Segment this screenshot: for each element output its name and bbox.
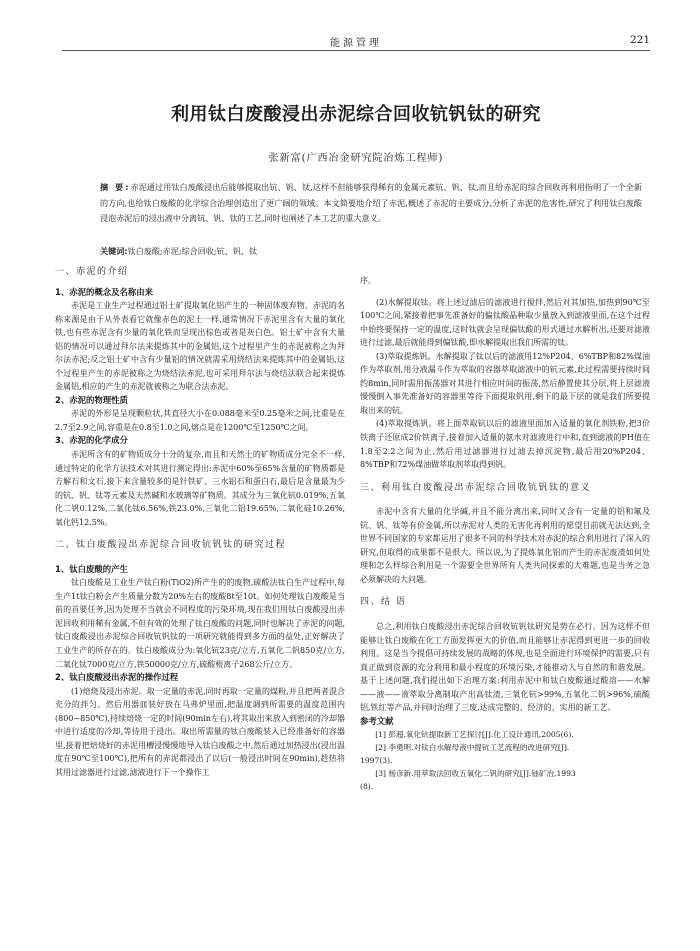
paragraph: 赤泥的外形是呈现颗粒状,其直径大小在0.088毫米至0.25毫米之间,比重是在2.7至2.9之间,容重是在0.8至1.0之间,熔点是在1200℃至1250℃之间。 [55,409,345,432]
keywords-text: 钛白废酸;赤泥;综合回收;钪、钒、钛 [127,246,258,256]
spacer [360,495,650,505]
spacer [360,472,650,482]
spacer [360,586,650,596]
paragraph: 赤泥所含有的矿物质成分十分的复杂,而且和天然土的矿物质成分完全不一样,通过特定的化学方法技术对其进行测定得出:赤泥中60%至65%含量的矿物质都是方解石和文石,接下来含量较多的是针铁矿、三水铝石和蛋白石,最后是含量最为少的钪、钒、钛等元素及天然碱和水玻璃等矿物质。其成分为三氧化钪0.019%,五氧化二钒0.12%,二氧化钛6.56%,铁23.0%,三氧化二铝19.65%,二氧化硅10.26%,氧化钙12.5%。 [55,449,345,527]
spacer [360,610,650,620]
subheading: 1、赤泥的概念及名称由来 [55,286,153,297]
paragraph: 赤泥是工业生产过程通过铝土矿提取氧化铝产生的一种固体废弃物。赤泥的名称来源是由于从外表看它就像赤色的泥土一样,通常情况下赤泥里含有大量的氧化铁,也有些赤泥含有少量的氧化铁而呈现出棕色或者是灰白色。铝土矿中含有大量铝的情况可以通过拜尔法来提炼其中的金属铝,这个过程里产生的赤泥被称之为拜尔法赤泥;反之铝土矿中含有少量铝的情况就需采用烧结法来提炼其中的金属铝,这个过程里产生的赤泥被称之为烧结法赤泥,也可采用拜尔法与烧结法联合起来提炼金属铝,相应的产生的赤泥就被称之为联合法赤泥。 [55,301,345,392]
section-heading: 二、钛白废酸浸出赤泥综合回收钪钒钛的研究过程 [55,540,287,551]
right-column [360,266,650,793]
paragraph: (1)焙烧及浸出赤泥。取一定量的赤泥,同时再取一定量的煤粉,并且把两者混合充分的拌匀。然后用器皿装好放在马弗炉里面,把温度调到所需要的温度范围内(800~850℃),持续焙烧一定的时间(90min左右),将其取出来放入到密闭的冷却器中进行适度的冷却,等待用于浸出。取出所需量的钛白废酸装入已经准备好的容器里,接着把焙烧好的赤泥用槽浸慢慢地导入钛白废酸之中,然后通过加热浸出(浸出温度在90℃至100℃),把所有的赤泥都浸出了以后(一般浸出时间在90min),趁热将其用过滤器进行过滤,滤液进行下一个操作工 [55,686,345,777]
paragraph: (2)水解提取钛。将上述过滤后的滤液进行搅拌,然后对其加热,加热到90℃至100℃之间,紧接着把事先准备好的偏钛酸晶种取少量放入到滤液里面,在这个过程中始终要保持一定的温度,这时钛就会呈现偏钛酸的形式通过水解析出,还要对滤液进行过滤,最后就能得到偏钛酸,即水解提取出我们所需的钛。 [360,297,650,348]
section-heading: 三、利用钛白废酸浸出赤泥综合回收钪钒钛的意义 [360,482,592,493]
paragraph: 钛白废酸是工业生产钛白粉(TiO2)所产生的的废物,硫酸法钛白生产过程中,每生产1t钛白粉会产生质量分数为20%左右的废酸8t至10t。如何处理钛白废酸是当前的首要任务,因为处理不当就会不同程度的污染环境,现在我们用钛白废酸浸出赤泥回收利用稀有金属,不但有效的处理了钛白废酸的问题,同时也解决了赤泥的问题,钛白废酸浸出赤泥综合回收钪钒钛的一项研究就能得到多方面的益处,正好解决了工业生产的所存在的。钛白废酸成分为:氧化钪23克/立方,五氧化二钒850克/立方,二氧化钛7000克/立方,铁50000克/立方,硫酸根离子268公斤/立方。 [55,578,345,669]
journal-name: 能源管理 [330,38,382,49]
paragraph: (4)萃取提炼钒。将上面萃取钪以后的滤液里面加入适量的氧化剂铁粉,把3价铁离子还原成2价铁离子,接着加入适量的氨水对滤液进行中和,直到滤液的PH值在1.8至2.2之间为止,然后用过滤器进行过滤去掉沉淀物,最后用20%P204、8%TBP和72%煤油做萃取剂萃取得到钒。 [360,419,650,470]
keywords [100,244,642,258]
section-heading: 四、结 语 [360,597,407,608]
subheading: 1、钛白废酸的产生 [55,563,128,574]
paragraph: (3)萃取提炼钒。水解提取了钛以后的滤液用12%P204、6%TBP和82%煤油作为萃取剂,用分液漏斗作为萃取的容器萃取滤液中的钪元素,此过程需要持续时间约8min,同时需用振荡器对其进行相应时间的振荡,然后静置使其分层,将上层滤液慢慢倒入事先准备好的容器里等待下面提取钒用,剩下的最下层的就是我们所要提取出来的钪。 [360,351,650,415]
page-number: 221 [629,34,650,46]
paper-title: 利用钛白废酸浸出赤泥综合回收钪钒钛的研究 [171,104,541,125]
paragraph: 序。 [360,276,376,285]
abstract [100,180,642,227]
subheading: 3、赤泥的化学成分 [55,435,128,446]
author-line: 张新富(广西冶金研究院冶炼工程师) [268,153,444,164]
subheading: 2、钛白废酸浸出赤泥的操作过程 [55,672,179,683]
paragraph: 总之,利用钛白废酸浸出赤泥综合回收钪钒钛研究是势在必行。因为这样不但能够让钛白废酸在化工方面发挥更大的价值,而且能够让赤泥得到更进一步的回收利用。这是当今提倡可持续发展的战略的体现,也是全面进行环境保护的需要,只有真正做到资源的充分利用和最小程度的环境污染,才能推动人与自然的和谐发展。基于上述问题,我们提出如下治理方案:利用赤泥中和钛白废酸通过酸溶——水解——液——液萃取分离制取产出高钛渣,三氧化钪>99%,五氧化二钒>96%,硫酸铝,铁红等产品,并同时治理了三废,达成完整的、经济的、实用的新工艺。 [360,622,650,713]
left-column [55,266,345,779]
reference-continuation: 1997(3). [360,756,393,766]
running-header [62,30,650,51]
keywords-label: 关键词: [100,246,128,256]
spacer [55,553,345,563]
reference-item: [3] 杨彦新.用萃取法回收五氧化二钒的研究[J].铀矿冶,1993 [375,769,576,779]
paragraph: 赤泥中含有大量的化学碱,并且不能分离出来,同时又含有一定量的铝和氟及钪、钒、钛等有价金属,所以赤泥对人类的无害化再利用的愿望目前就无法达到,全世界不同国家的专家都运用了很多不同的科学技术对赤泥的综合利用进行了深入的研究,但取得的成果都不是很大。所以说,为了提炼氧化铝而产生的赤泥废渣如何处理和怎么样综合利用是一个需要全世界所有人类共同探索的大难题,也是当务之急必须解决的大问题。 [360,507,650,584]
reference-item: [1] 彭超.氧化钪提取新工艺探讨[J].化工设计通讯,2005(6). [375,730,574,740]
reference-item: [2] 李勇明.对钛白水解母液中提钪工艺流程的改进研究[J]. [375,743,570,753]
subheading: 2、赤泥的物理性质 [55,394,128,405]
section-heading: 一、赤泥的介绍 [55,267,129,277]
abstract-text: 赤泥通过用钛白废酸浸出后能够提取出钪、钒、钛,这样不但能够获得稀有的金属元素钪、钒、钛,而且给赤泥的综合回收再利用指明了一个全新的方向,也给钛白废酸的化学综合治理创造出了更广阔的领域。本文简要地介绍了赤泥,概述了赤泥的主要成分,分析了赤泥的危害性,研究了利用钛白废酸浸泡赤泥后的浸出液中分离钪、钒、钛的工艺,同时也阐述了本工艺的重大意义。 [100,182,642,223]
reference-continuation: (8). [360,782,374,792]
references-heading: 参考文献 [360,715,394,726]
abstract-label: 摘 要: [100,182,131,192]
spacer [55,529,345,539]
